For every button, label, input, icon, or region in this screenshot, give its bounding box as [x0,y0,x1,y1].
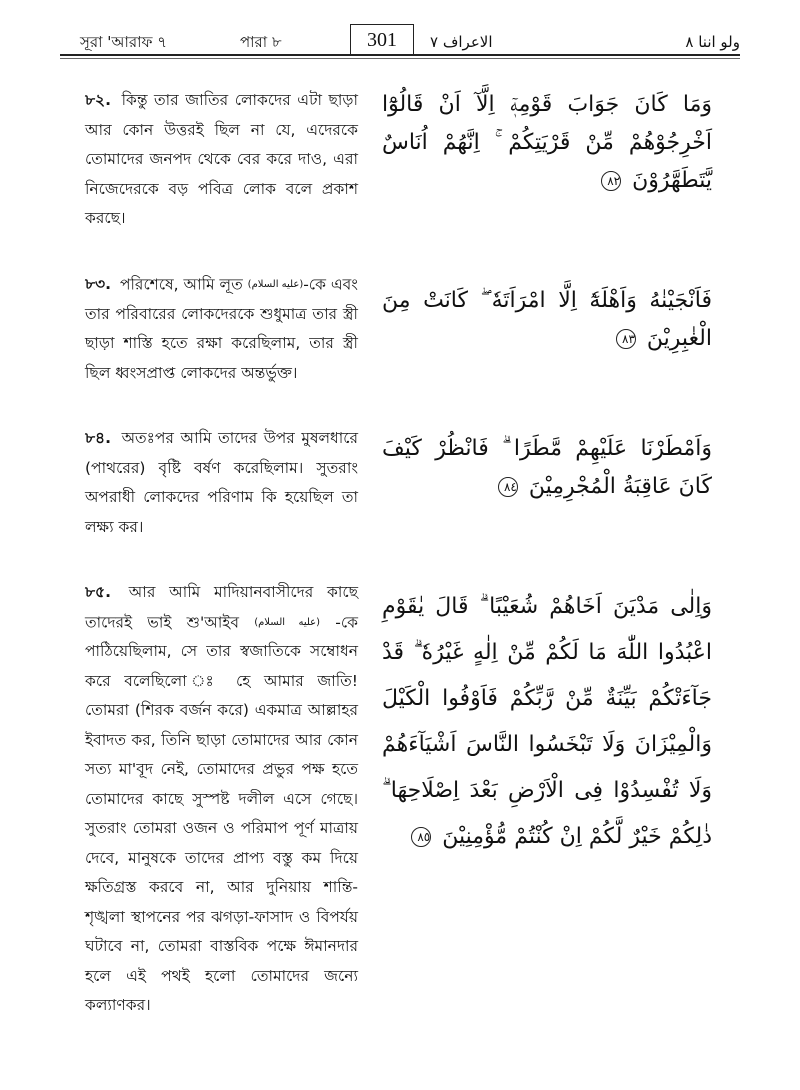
verse-translation-bengali [85,270,358,388]
arabic-text: وَمَا كَانَ جَوَابَ قَوْمِهٖٓ اِلَّآ اَنْ قَالُوْٓا اَخْرِجُوْهُمْ مِّنْ قَرْيَتِكُمْ ۚ اِنَّهُمْ اُنَاسٌ يَّتَطَهَّرُوْنَ [382,92,712,193]
surah-name-arabic: الاعراف ٧ [430,33,493,51]
verse-translation-bengali [85,578,358,1021]
verse-translation-bengali [85,424,358,542]
translation-text: অতঃপর আমি তাদের উপর মুষলধারে (পাথরের) বৃষ্টি বর্ষণ করেছিলাম। সুতরাং অপরাধী লোকদের পরিণাম কি হয়েছিল তা লক্ষ্য কর। [85,429,358,536]
verse-number: ৮৩. [85,275,112,294]
header-rule [60,54,740,56]
ayah-end-marker-icon: ٨٢ [601,171,621,191]
verse-number: ৮৫. [85,583,112,601]
verse-arabic-text [382,430,712,506]
translation-text: -কে এবং তার পরিবারের লোকদেরকে শুধুমাত্র তার স্ত্রী ছাড়া শাস্তি হতে রক্ষা করেছিলাম, তার স্ত্রী ছিল ধ্বংসপ্রাপ্ত লোকদের অন্তর্ভুক্ত। [85,275,358,382]
verse-translation-bengali [85,86,358,234]
translation-text: পরিশেষে, আমি লূত [119,275,243,294]
page-header [60,26,740,56]
verse-number: ৮৪. [85,429,112,447]
para-name-arabic: ولو اننا ٨ [685,33,740,51]
verse-arabic-text [382,584,712,860]
verse-arabic-text [382,282,712,358]
ayah-end-marker-icon: ٨٤ [498,477,518,497]
verse-number: ৮২. [85,91,112,109]
honorific-alayhis-salam-icon: (عليه السلام) [247,279,304,290]
arabic-text: وَاِلٰى مَدْيَنَ اَخَاهُمْ شُعَيْبًا ۗ قَالَ يٰقَوْمِ اعْبُدُوا اللّٰهَ مَا لَكُمْ مِّنْ اِلٰهٍ غَيْرُهٗ ۗ قَدْ جَآءَتْكُمْ بَيِّنَةٌ مِّنْ رَّبِّكُمْ فَاَوْفُوا الْكَيْلَ وَالْمِيْزَانَ وَلَا تَبْخَسُوا النَّاسَ اَشْيَآءَهُمْ وَلَا تُفْسِدُوْا فِى الْاَرْضِ بَعْدَ اِصْلَاحِهَا ۗ ذٰلِكُمْ خَيْرٌ لَّكُمْ اِنْ كُنْتُمْ مُّؤْمِنِيْنَ [382,594,712,849]
para-number-bengali: পারা ৮ [240,33,282,51]
ayah-end-marker-icon: ٨٥ [411,827,431,847]
honorific-alayhis-salam-icon: (عليه السلام) [254,616,321,628]
translation-text: কিন্তু তার জাতির লোকদের এটা ছাড়া আর কোন উত্তরই ছিল না যে, এদেরকে তোমাদের জনপদ থেকে বের করে দাও, এরা নিজেদেরকে বড় পবিত্র লোক বলে প্রকাশ করছে। [85,91,358,227]
arabic-text: فَاَنْجَيْنٰهُ وَاَهْلَهٗٓ اِلَّا امْرَاَتَهٗ ۖ كَانَتْ مِنَ الْغٰبِرِيْنَ [382,288,712,351]
verse-arabic-text [382,86,712,200]
arabic-text: وَاَمْطَرْنَا عَلَيْهِمْ مَّطَرًا ۗ فَانْظُرْ كَيْفَ كَانَ عَاقِبَةُ الْمُجْرِمِيْنَ [382,436,712,499]
translation-text: -কে পাঠিয়েছিলাম, সে তার স্বজাতিকে সম্বোধন করে বলেছিলো ঃ হে আমার জাতি! তোমরা (শিরক বর্জন করে) একমাত্র আল্লাহর ইবাদত কর, তিনি ছাড়া তোমাদের আর কোন সত্য মা'বূদ নেই, তোমাদের প্রভুর পক্ষ হতে তোমাদের কাছে সুস্পষ্ট দলীল এসে গেছে। সুতরাং তোমরা ওজন ও পরিমাপ পূর্ণ মাত্রায় দেবে, মানুষকে তাদের প্রাপ্য বস্তু কম দিয়ে ক্ষতিগ্রস্ত করবে না, আর দুনিয়ায় শান্তি-শৃঙ্খলা স্থাপনের পর ঝগড়া-ফাসাদ ও বিপর্যয় ঘটাবে না, তোমরা বাস্তবিক পক্ষে ঈমানদার হলে এই পথই হলো তোমাদের জন্যে কল্যাণকর। [85,612,358,1015]
header-rule-thin [60,58,740,59]
ayah-end-marker-icon: ٨٣ [616,329,636,349]
translation-text: আর আমি মাদিয়ানবাসীদের কাছে তাদেরই ভাই শু'আইব [85,583,358,631]
page-number-box: 301 [350,24,414,55]
surah-name-bengali: সূরা 'আরাফ ৭ [80,33,167,51]
